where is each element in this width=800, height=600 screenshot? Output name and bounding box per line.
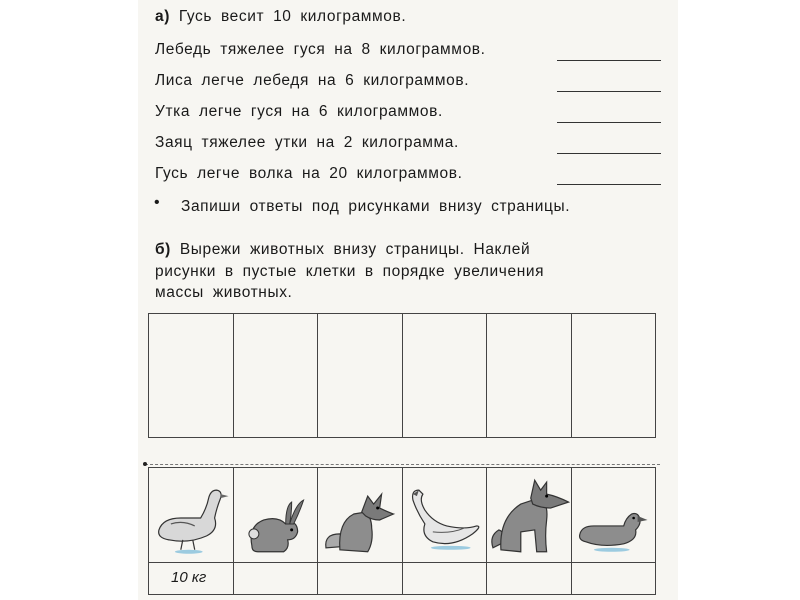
part-a-intro <box>155 8 406 26</box>
answer-blank-fox[interactable] <box>557 91 661 92</box>
answer-blank-hare[interactable] <box>557 153 661 154</box>
animal-cell-wolf[interactable] <box>487 468 572 562</box>
answer-blank-duck[interactable] <box>557 122 661 123</box>
fox-icon <box>318 468 402 562</box>
statement-duck: Утка легче гуся на 6 килограммов. <box>155 103 443 120</box>
weight-cell[interactable] <box>487 562 572 594</box>
goose-icon <box>149 468 233 562</box>
animal-pictures-row <box>149 468 655 563</box>
intro-text: Гусь весит 10 килограммов. <box>178 8 407 25</box>
weight-cell[interactable] <box>318 562 403 594</box>
animal-cell-fox[interactable] <box>318 468 403 562</box>
part-a-label: а) <box>155 8 170 25</box>
hare-icon <box>234 468 318 562</box>
instruction-text: Запиши ответы под рисунками внизу страницы. <box>181 198 571 215</box>
paste-cell[interactable] <box>234 314 319 437</box>
animal-cell-swan[interactable] <box>403 468 488 562</box>
part-b-line1 <box>155 241 530 259</box>
animals-strip <box>148 467 656 595</box>
animal-cell-goose[interactable] <box>149 468 234 562</box>
part-b-text-1: Вырежи животных внизу страницы. Наклей <box>179 241 531 258</box>
paste-cell[interactable] <box>403 314 488 437</box>
weight-cell[interactable]: 10 кг <box>149 562 234 594</box>
wolf-icon <box>487 468 571 562</box>
weight-cell[interactable] <box>572 562 656 594</box>
statement-hare: Заяц тяжелее утки на 2 килограмма. <box>155 134 459 151</box>
statement-wolf: Гусь легче волка на 20 килограммов. <box>155 165 463 182</box>
swan-icon <box>403 468 487 562</box>
statement-swan: Лебедь тяжелее гуся на 8 килограммов. <box>155 41 486 58</box>
answer-blank-swan[interactable] <box>557 60 661 61</box>
part-b-line2: рисунки в пустые клетки в порядке увеличения <box>155 263 545 280</box>
part-b-label: б) <box>155 241 171 258</box>
duck-icon <box>572 468 656 562</box>
animal-cell-hare[interactable] <box>234 468 319 562</box>
weights-row <box>149 562 655 594</box>
animal-cell-duck[interactable] <box>572 468 656 562</box>
paste-grid <box>148 313 656 438</box>
answer-blank-wolf[interactable] <box>557 184 661 185</box>
weight-cell[interactable] <box>234 562 319 594</box>
cut-line <box>145 464 660 465</box>
paste-cell[interactable] <box>487 314 572 437</box>
paste-cell[interactable] <box>149 314 234 437</box>
statement-fox: Лиса легче лебедя на 6 килограммов. <box>155 72 470 89</box>
paste-cell[interactable] <box>572 314 656 437</box>
weight-cell[interactable] <box>403 562 488 594</box>
cut-dot-icon <box>143 462 147 466</box>
part-b-line3: массы животных. <box>155 284 293 301</box>
bullet-icon: • <box>154 194 160 211</box>
paste-cell[interactable] <box>318 314 403 437</box>
